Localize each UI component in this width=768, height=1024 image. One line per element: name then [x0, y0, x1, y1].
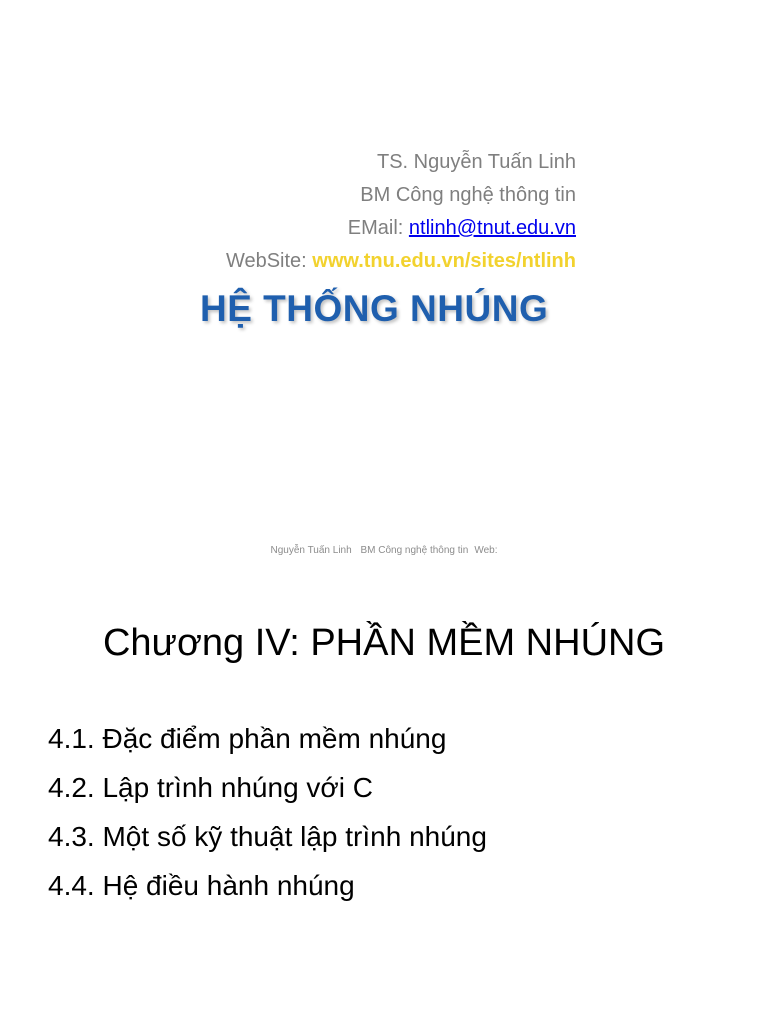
- footer-web-label: Web:: [474, 545, 498, 556]
- footer-author: Nguyễn Tuấn Linh: [270, 545, 352, 556]
- department-name: BM Công nghệ thông tin: [360, 184, 576, 206]
- chapter-contents: [48, 714, 487, 910]
- chapter-title: Chương IV: PHẦN MỀM NHÚNG: [102, 622, 666, 664]
- email-label: EMail:: [347, 217, 409, 239]
- email-link[interactable]: ntlinh@tnut.edu.vn: [408, 217, 576, 239]
- footer-department: BM Công nghệ thông tin: [360, 545, 469, 556]
- author-name: TS. Nguyễn Tuấn Linh: [376, 151, 576, 173]
- website-link[interactable]: www.tnu.edu.vn/sites/ntlinh: [312, 250, 576, 272]
- course-title: HỆ THỐNG NHÚNG: [200, 288, 549, 329]
- list-item: 4.1. Đặc điểm phần mềm nhúng: [48, 723, 447, 754]
- chapter-slide: [0, 580, 768, 1024]
- list-item: 4.4. Hệ điều hành nhúng: [48, 870, 355, 901]
- website-label: WebSite:: [225, 250, 313, 272]
- website-line: [226, 245, 576, 278]
- author-info: [226, 146, 576, 278]
- list-item: 4.2. Lập trình nhúng với C: [48, 772, 374, 803]
- slide-footer: [0, 545, 768, 556]
- list-item: 4.3. Một số kỹ thuật lập trình nhúng: [48, 821, 487, 852]
- email-line: [226, 212, 576, 245]
